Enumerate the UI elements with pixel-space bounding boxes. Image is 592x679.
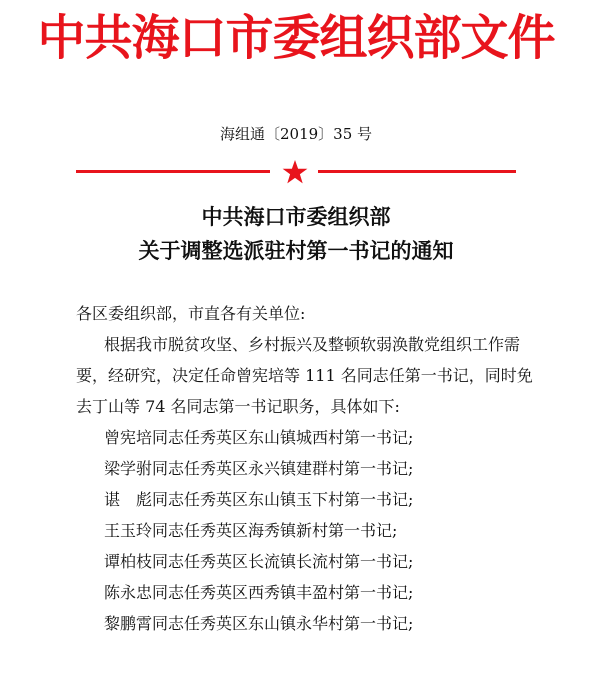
red-divider xyxy=(76,159,516,185)
appointment-item: 谌 彪同志任秀英区东山镇玉下村第一书记; xyxy=(104,490,414,509)
appointment-item: 黎鹏霄同志任秀英区东山镇永华村第一书记; xyxy=(104,614,414,633)
appointment-item: 王玉玲同志任秀英区海秀镇新村第一书记; xyxy=(104,521,398,540)
divider-line-right xyxy=(318,170,516,173)
masthead-title: 中共海口市委组织部文件 xyxy=(37,10,555,66)
salutation: 各区委组织部，市直各有关单位: xyxy=(76,304,306,323)
appointment-item: 陈永忠同志任秀英区西秀镇丰盈村第一书记; xyxy=(104,583,414,602)
paragraph-line: 要，经研究，决定任命曾宪培等 111 名同志任第一书记，同时免 xyxy=(76,366,533,385)
appointment-item: 梁学驸同志任秀英区永兴镇建群村第一书记; xyxy=(104,459,414,478)
star-icon xyxy=(282,159,308,185)
appointment-item: 曾宪培同志任秀英区东山镇城西村第一书记; xyxy=(104,428,414,447)
notice-title-line-1: 中共海口市委组织部 xyxy=(201,204,391,229)
appointment-item: 谭柏枝同志任秀英区长流镇长流村第一书记; xyxy=(104,552,414,571)
divider-line-left xyxy=(76,170,270,173)
document-number: 海组通〔2019〕35 号 xyxy=(219,125,373,143)
notice-title-line-2: 关于调整选派驻村第一书记的通知 xyxy=(138,238,454,263)
paragraph-line: 去丁山等 74 名同志第一书记职务，具体如下: xyxy=(76,397,400,416)
paragraph-line: 根据我市脱贫攻坚、乡村振兴及整顿软弱涣散党组织工作需 xyxy=(104,335,521,354)
